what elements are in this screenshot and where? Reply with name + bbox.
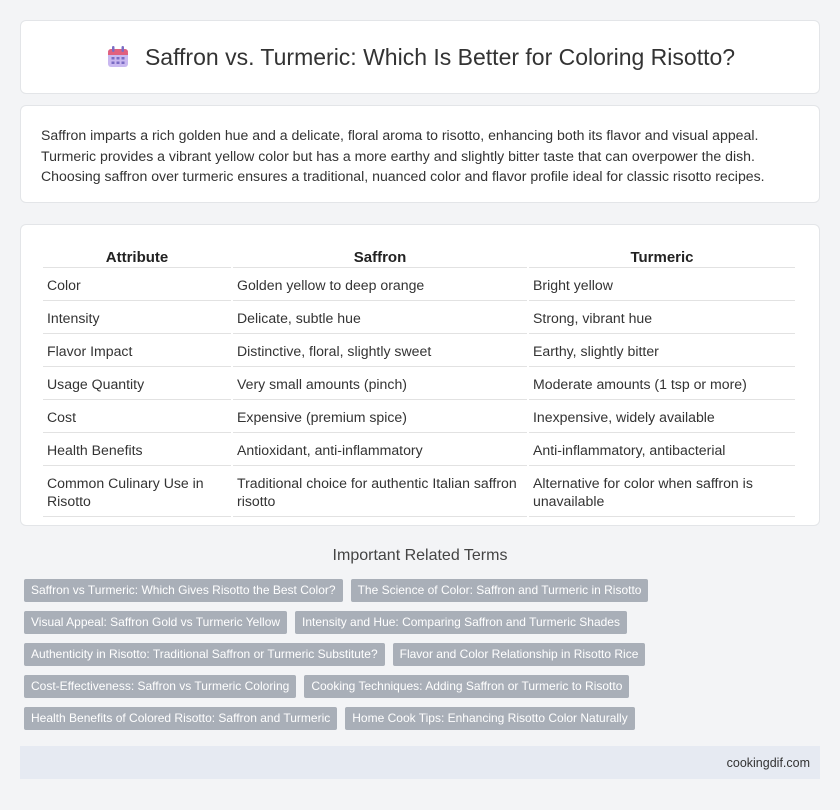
table-cell: Bright yellow bbox=[529, 270, 795, 301]
related-tag[interactable]: Cooking Techniques: Adding Saffron or Turmeric to Risotto bbox=[304, 675, 629, 698]
related-tag[interactable]: Home Cook Tips: Enhancing Risotto Color Naturally bbox=[345, 707, 634, 730]
site-name[interactable]: cookingdif.com bbox=[726, 755, 810, 770]
header-turmeric: Turmeric bbox=[529, 247, 795, 268]
related-tag[interactable]: Flavor and Color Relationship in Risotto Rice bbox=[393, 643, 646, 666]
related-tag[interactable]: Cost-Effectiveness: Saffron vs Turmeric Coloring bbox=[24, 675, 296, 698]
related-tag[interactable]: Authenticity in Risotto: Traditional Saffron or Turmeric Substitute? bbox=[24, 643, 385, 666]
table-row bbox=[43, 435, 795, 466]
footer bbox=[20, 746, 820, 779]
table-row bbox=[43, 468, 795, 517]
table-cell: Flavor Impact bbox=[43, 336, 231, 367]
table-row bbox=[43, 270, 795, 301]
table-cell: Inexpensive, widely available bbox=[529, 402, 795, 433]
page-title: Saffron vs. Turmeric: Which Is Better for Coloring Risotto? bbox=[144, 43, 736, 70]
comparison-card bbox=[20, 224, 820, 526]
table-cell: Alternative for color when saffron is unavailable bbox=[529, 468, 795, 517]
table-cell: Delicate, subtle hue bbox=[233, 303, 527, 334]
table-cell: Very small amounts (pinch) bbox=[233, 369, 527, 400]
table-cell: Cost bbox=[43, 402, 231, 433]
table-cell: Traditional choice for authentic Italian saffron risotto bbox=[233, 468, 527, 517]
intro-card bbox=[20, 105, 820, 203]
table-row bbox=[43, 303, 795, 334]
table-cell: Expensive (premium spice) bbox=[233, 402, 527, 433]
header-attribute: Attribute bbox=[43, 247, 231, 268]
related-terms-section bbox=[20, 547, 820, 730]
table-cell: Common Culinary Use in Risotto bbox=[43, 468, 231, 517]
table-cell: Health Benefits bbox=[43, 435, 231, 466]
table-cell: Strong, vibrant hue bbox=[529, 303, 795, 334]
intro-paragraph: Saffron imparts a rich golden hue and a delicate, floral aroma to risotto, enhancing both its flavor and visual appeal. Turmeric provides a vibrant yellow color but has a more earthy and slightly bitter taste that can overpower the dish. Choosing saffron over turmeric ensures a traditional, nuanced color and flavor profile ideal for classic risotto recipes. bbox=[41, 127, 765, 184]
related-tag[interactable]: Visual Appeal: Saffron Gold vs Turmeric Yellow bbox=[24, 611, 287, 634]
table-row bbox=[43, 369, 795, 400]
calendar-icon bbox=[105, 44, 131, 70]
table-row bbox=[43, 336, 795, 367]
comparison-table bbox=[41, 245, 797, 519]
table-row bbox=[43, 402, 795, 433]
related-tag[interactable]: The Science of Color: Saffron and Turmeric in Risotto bbox=[351, 579, 649, 602]
table-cell: Anti-inflammatory, antibacterial bbox=[529, 435, 795, 466]
table-cell: Antioxidant, anti-inflammatory bbox=[233, 435, 527, 466]
table-cell: Distinctive, floral, slightly sweet bbox=[233, 336, 527, 367]
related-terms-heading: Important Related Terms bbox=[332, 547, 508, 564]
table-cell: Color bbox=[43, 270, 231, 301]
related-tag[interactable]: Health Benefits of Colored Risotto: Saffron and Turmeric bbox=[24, 707, 337, 730]
table-header-row bbox=[43, 247, 795, 268]
header-saffron: Saffron bbox=[233, 247, 527, 268]
table-cell: Earthy, slightly bitter bbox=[529, 336, 795, 367]
related-tag[interactable]: Saffron vs Turmeric: Which Gives Risotto the Best Color? bbox=[24, 579, 343, 602]
related-tag[interactable]: Intensity and Hue: Comparing Saffron and Turmeric Shades bbox=[295, 611, 627, 634]
table-cell: Usage Quantity bbox=[43, 369, 231, 400]
title-card bbox=[20, 20, 820, 94]
table-cell: Intensity bbox=[43, 303, 231, 334]
table-cell: Moderate amounts (1 tsp or more) bbox=[529, 369, 795, 400]
related-tags bbox=[20, 579, 820, 730]
table-cell: Golden yellow to deep orange bbox=[233, 270, 527, 301]
